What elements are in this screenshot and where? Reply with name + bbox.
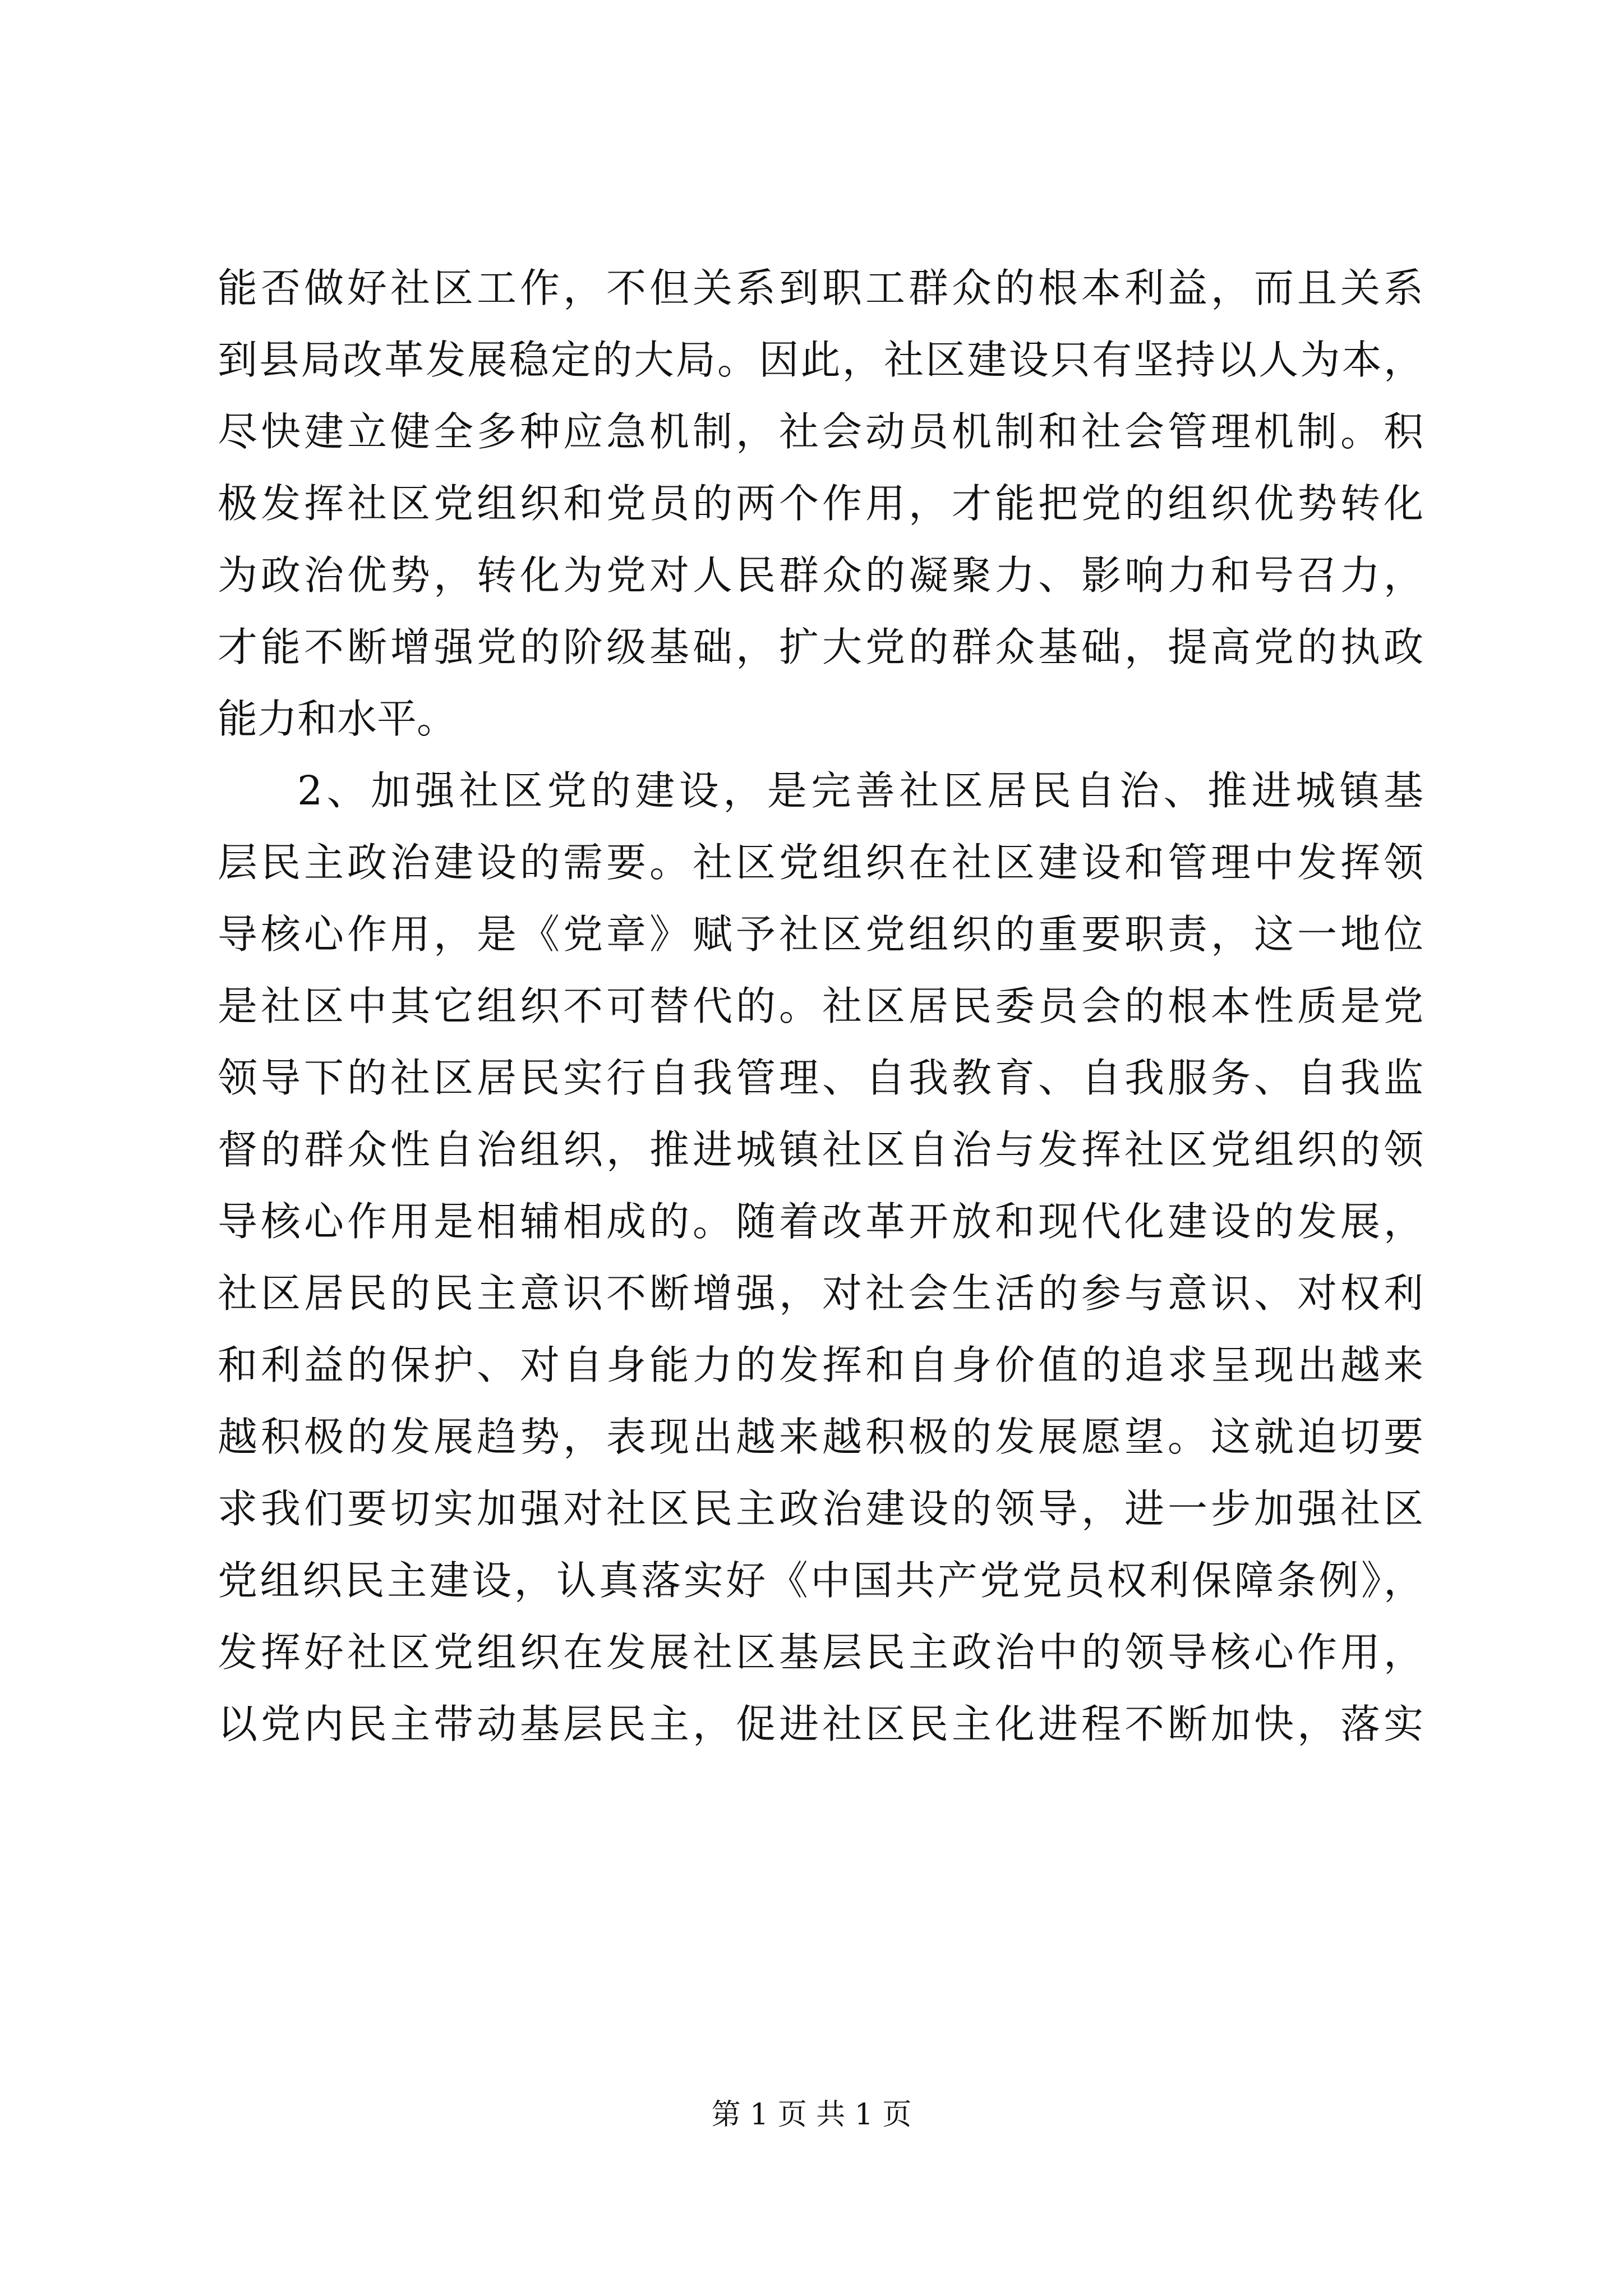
text-line: 层民主政治建设的需要。社区党组织在社区建设和管理中发挥领 (218, 839, 1423, 886)
text-line: 社区居民的民主意识不断增强，对社会生活的参与意识、对权利 (218, 1270, 1423, 1317)
text-line: 以党内民主带动基层民主，促进社区民主化进程不断加快，落实 (218, 1701, 1423, 1747)
text-line: 导核心作用，是《党章》赋予社区党组织的重要职责，这一地位 (218, 911, 1423, 958)
document-body (218, 252, 1423, 1760)
paragraph-2 (218, 755, 1423, 1760)
text-line: 发挥好社区党组织在发展社区基层民主政治中的领导核心作用， (218, 1629, 1423, 1676)
text-line: 越积极的发展趋势，表现出越来越积极的发展愿望。这就迫切要 (218, 1414, 1423, 1460)
paragraph-1 (218, 252, 1423, 755)
text-line: 党组织民主建设，认真落实好《中国共产党党员权利保障条例》， (218, 1557, 1423, 1604)
text-line: 求我们要切实加强对社区民主政治建设的领导，进一步加强社区 (218, 1485, 1423, 1532)
text-line: 能力和水平。 (218, 696, 457, 742)
text-line: 能否做好社区工作，不但关系到职工群众的根本利益，而且关系 (218, 265, 1423, 311)
text-line: 到县局改革发展稳定的大局。因此，社区建设只有坚持以人为本， (218, 337, 1423, 383)
page-number-footer: 第 1 页 共 1 页 (711, 2098, 912, 2132)
text-line: 领导下的社区居民实行自我管理、自我教育、自我服务、自我监 (218, 1055, 1423, 1101)
text-line: 才能不断增强党的阶级基础，扩大党的群众基础，提高党的执政 (218, 624, 1423, 670)
text-line: 尽快建立健全多种应急机制，社会动员机制和社会管理机制。积 (218, 408, 1423, 455)
text-line: 督的群众性自治组织，推进城镇社区自治与发挥社区党组织的领 (218, 1126, 1423, 1173)
text-line: 是社区中其它组织不可替代的。社区居民委员会的根本性质是党 (218, 983, 1423, 1029)
text-line: 和利益的保护、对自身能力的发挥和自身价值的追求呈现出越来 (218, 1342, 1423, 1388)
text-line: 2、加强社区党的建设，是完善社区居民自治、推进城镇基 (297, 767, 1423, 814)
text-line: 为政治优势，转化为党对人民群众的凝聚力、影响力和号召力， (218, 552, 1423, 599)
text-line: 导核心作用是相辅相成的。随着改革开放和现代化建设的发展， (218, 1198, 1423, 1245)
text-line: 极发挥社区党组织和党员的两个作用，才能把党的组织优势转化 (218, 480, 1423, 527)
